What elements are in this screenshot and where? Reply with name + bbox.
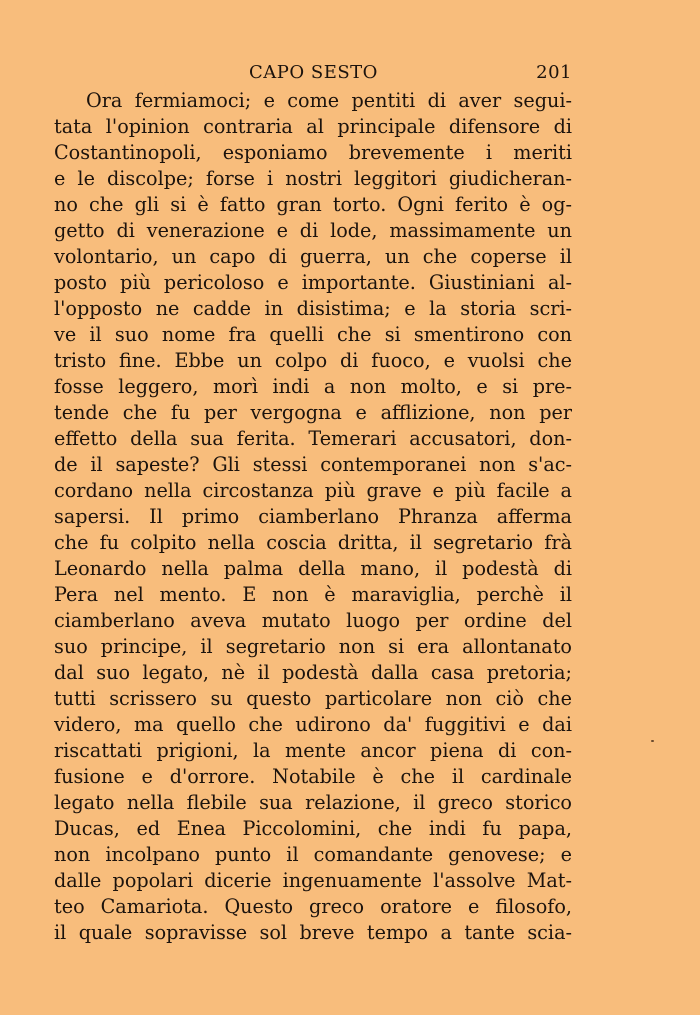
text-line: legato nella flebile sua relazione, il greco storico xyxy=(54,791,572,814)
text-line: l'opposto ne cadde in disistima; e la storia scri- xyxy=(54,297,572,320)
running-head xyxy=(54,62,572,86)
text-line: suo principe, il segretario non si era allontanato xyxy=(54,635,572,658)
text-line: Costantinopoli, esponiamo brevemente i meriti xyxy=(54,141,572,164)
text-line: dalle popolari dicerie ingenuamente l'assolve Mat- xyxy=(54,869,572,892)
text-line: posto più pericoloso e importante. Giustiniani al- xyxy=(54,271,572,294)
text-line: dal suo legato, nè il podestà dalla casa pretoria; xyxy=(54,661,572,684)
text-line: riscattati prigioni, la mente ancor piena di con- xyxy=(54,739,572,762)
body-text xyxy=(54,88,572,946)
text-line: ve il suo nome fra quelli che si smentirono con xyxy=(54,323,572,346)
text-line: Pera nel mento. E non è maraviglia, perchè il xyxy=(54,583,572,606)
text-line: Leonardo nella palma della mano, il podestà di xyxy=(54,557,572,580)
text-line: tende che fu per vergogna e afflizione, non per xyxy=(54,401,572,424)
text-line: tutti scrissero su questo particolare non ciò che xyxy=(54,687,572,710)
text-line: tristo fine. Ebbe un colpo di fuoco, e vuolsi che xyxy=(54,349,572,372)
text-line: ciamberlano aveva mutato luogo per ordine del xyxy=(54,609,572,632)
text-line: non incolpano punto il comandante genovese; e xyxy=(54,843,572,866)
text-line: videro, ma quello che udirono da' fuggitivi e dai xyxy=(54,713,572,736)
paper-speck xyxy=(651,740,654,742)
text-line: e le discolpe; forse i nostri leggitori giudicheran- xyxy=(54,167,572,190)
text-line: cordano nella circostanza più grave e più facile a xyxy=(54,479,572,502)
page-number: 201 xyxy=(536,62,572,83)
text-line: effetto della sua ferita. Temerari accusatori, don- xyxy=(54,427,572,450)
text-line: fusione e d'orrore. Notabile è che il cardinale xyxy=(54,765,572,788)
text-line: volontario, un capo di guerra, un che coperse il xyxy=(54,245,572,268)
text-line: Ducas, ed Enea Piccolomini, che indi fu papa, xyxy=(54,817,572,840)
text-line: fosse leggero, morì indi a non molto, e si pre- xyxy=(54,375,572,398)
text-line: il quale sopravisse sol breve tempo a tante scia- xyxy=(54,921,572,944)
text-line: che fu colpito nella coscia dritta, il segretario frà xyxy=(54,531,572,554)
text-line: sapersi. Il primo ciamberlano Phranza afferma xyxy=(54,505,572,528)
text-line: Ora fermiamoci; e come pentiti di aver segui- xyxy=(86,89,572,112)
text-line: tata l'opinion contraria al principale difensore di xyxy=(54,115,572,138)
chapter-title: CAPO SESTO xyxy=(249,62,378,83)
text-line: teo Camariota. Questo greco oratore e filosofo, xyxy=(54,895,572,918)
text-line: getto di venerazione e di lode, massimamente un xyxy=(54,219,572,242)
text-line: no che gli si è fatto gran torto. Ogni ferito è og- xyxy=(54,193,572,216)
text-line: de il sapeste? Gli stessi contemporanei non s'ac- xyxy=(54,453,572,476)
